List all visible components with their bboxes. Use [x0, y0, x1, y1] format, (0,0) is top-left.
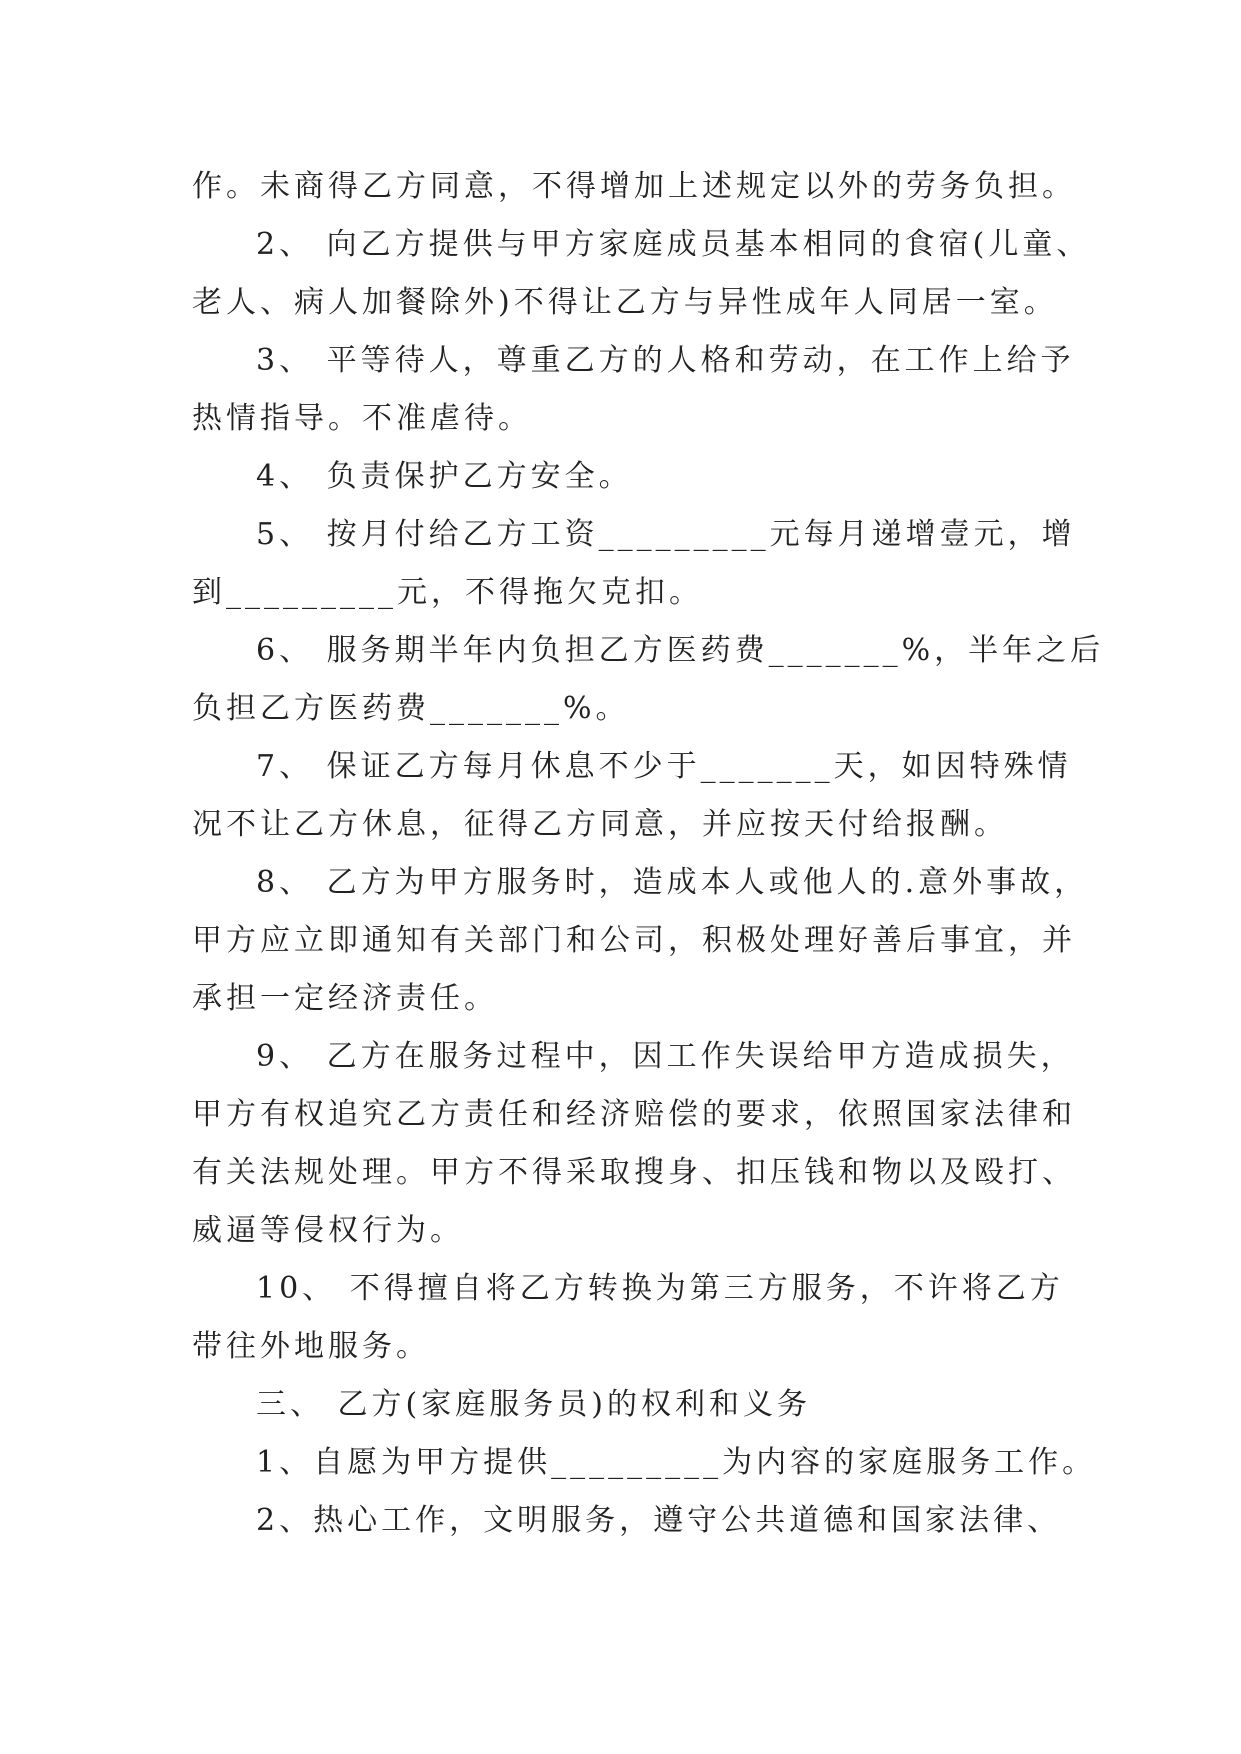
- clause-10: 10、 不得擅自将乙方转换为第三方服务，不许将乙方: [256, 1271, 1064, 1306]
- clause-2: 2、 向乙方提供与甲方家庭成员基本相同的食宿(儿童、: [256, 227, 1091, 262]
- text-line: 老人、病人加餐除外)不得让乙方与异性成年人同居一室。: [192, 285, 1058, 320]
- text-line: 有关法规处理。甲方不得采取搜身、扣压钱和物以及殴打、: [192, 1155, 1076, 1190]
- text-line: 带往外地服务。: [192, 1329, 430, 1364]
- section-3-clause-2: 2、热心工作，文明服务，遵守公共道德和国家法律、: [256, 1503, 1062, 1538]
- text-line: 况不让乙方休息，征得乙方同意，并应按天付给报酬。: [192, 807, 1008, 842]
- section-3-clause-1: 1、自愿为甲方提供_________为内容的家庭服务工作。: [256, 1445, 1097, 1480]
- text-line: 甲方应立即通知有关部门和公司，积极处理好善后事宜，并: [192, 923, 1076, 958]
- section-heading-3: 三、 乙方(家庭服务员)的权利和义务: [256, 1387, 811, 1422]
- text-line: 甲方有权追究乙方责任和经济赔偿的要求，依照国家法律和: [192, 1097, 1076, 1132]
- clause-9: 9、 乙方在服务过程中，因工作失误给甲方造成损失，: [256, 1039, 1075, 1074]
- contract-text: [192, 158, 1105, 1550]
- text-line: 到_________元，不得拖欠克扣。: [192, 575, 703, 610]
- clause-7: 7、 保证乙方每月休息不少于_______天，如因特殊情: [256, 749, 1072, 784]
- text-line: 威逼等侵权行为。: [192, 1213, 464, 1248]
- text-line: 承担一定经济责任。: [192, 981, 498, 1016]
- clause-3: 3、 平等待人，尊重乙方的人格和劳动，在工作上给予: [256, 343, 1075, 378]
- text-line: 负担乙方医药费_______%。: [192, 691, 630, 726]
- clause-5: 5、 按月付给乙方工资_________元每月递增壹元，增: [256, 517, 1076, 552]
- clause-6: 6、 服务期半年内负担乙方医药费_______%，半年之后: [256, 633, 1105, 668]
- text-line: 作。未商得乙方同意，不得增加上述规定以外的劳务负担。: [192, 169, 1076, 204]
- clause-4: 4、 负责保护乙方安全。: [256, 459, 633, 494]
- clause-8: 8、 乙方为甲方服务时，造成本人或他人的.意外事故，: [256, 865, 1089, 900]
- text-line: 热情指导。不准虐待。: [192, 401, 532, 436]
